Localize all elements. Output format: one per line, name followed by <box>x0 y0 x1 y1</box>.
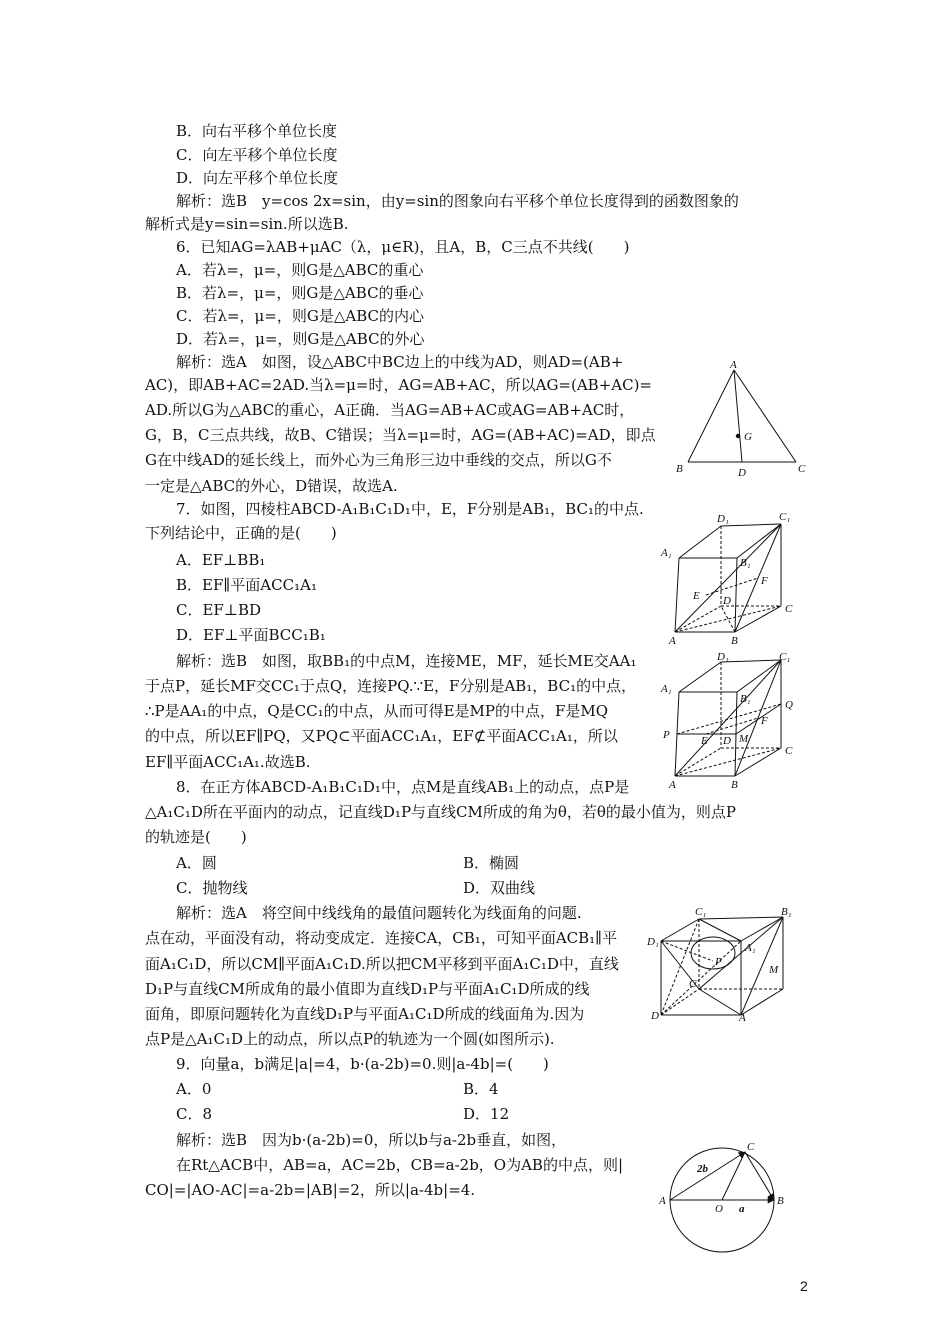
label-d: D <box>723 595 731 607</box>
q6-option-b: B．若λ=，μ=，则G是△ABC的垂心 <box>176 284 424 302</box>
label-c: C <box>785 745 793 757</box>
q7-option-b: B．EF∥平面ACC₁A₁ <box>176 576 317 594</box>
q6-solution-line4: G，B，C三点共线，故B、C错误；当λ=μ=时，AG=(AB+AC)=AD，即点 <box>145 426 656 444</box>
q6-solution-line2: AC)，即AB+AC=2AD.当λ=μ=时，AG=AB+AC，所以AG=(AB+AC)= <box>145 376 652 394</box>
figure-prism-midpoints <box>655 652 805 792</box>
label-d: D <box>738 467 746 479</box>
q9-solution-line3: CO|=|AO-AC|=a-2b=|AB|=2，所以|a-4b|=4. <box>145 1181 476 1199</box>
q8-option-b: B．椭圆 <box>463 854 520 872</box>
q6-option-d: D．若λ=，μ=，则G是△ABC的外心 <box>176 330 425 348</box>
q7-solution-line4: 的中点，所以EF∥PQ，又PQ⊂平面ACC₁A₁，EF⊄平面ACC₁A₁，所以 <box>145 727 618 745</box>
label-g: G <box>744 431 752 443</box>
q6-solution-line5: G在中线AD的延长线上，而外心为三角形三边中垂线的交点，所以G不 <box>145 451 612 469</box>
q5-solution-line2: 解析式是y=sin=sin.所以选B. <box>145 215 349 233</box>
q7-solution-line2: 于点P，延长MF交CC₁于点Q，连接PQ.∵E，F分别是AB₁，BC₁的中点， <box>145 677 637 695</box>
q9-solution-line2: 在Rt△ACB中，AB=a，AC=2b，CB=a-2b，O为AB的中点，则| <box>176 1156 624 1174</box>
q7-option-c: C．EF⊥BD <box>176 601 261 619</box>
label-a: A <box>659 1195 666 1207</box>
label-b1: B₁ <box>740 557 751 569</box>
q8-solution-line6: 点P是△A₁C₁D上的动点，所以点P的轨迹为一个圆(如图所示). <box>145 1030 555 1048</box>
label-d1: D₁ <box>647 936 659 948</box>
label-vector-2b: 2b <box>697 1163 708 1175</box>
q9-stem: 9．向量a，b满足|a|=4，b·(a-2b)=0.则|a-4b|=( ) <box>176 1055 549 1073</box>
q8-solution-line4: D₁P与直线CM所成角的最小值即为直线D₁P与平面A₁C₁D所成的线 <box>145 980 590 998</box>
q8-stem-line3: 的轨迹是( ) <box>145 828 247 846</box>
q8-solution-line3: 面A₁C₁D，所以CM∥平面A₁C₁D.所以把CM平移到平面A₁C₁D中，直线 <box>145 955 619 973</box>
q6-solution-line6: 一定是△ABC的外心，D错误，故选A. <box>145 477 398 495</box>
label-c: C <box>689 978 697 990</box>
q9-solution-line1: 解析：选B 因为b·(a-2b)=0，所以b与a-2b垂直，如图， <box>176 1131 567 1149</box>
point-g <box>736 434 740 438</box>
q8-solution-line1: 解析：选A 将空间中线线角的最值问题转化为线面角的问题. <box>176 904 582 922</box>
label-d1: D₁ <box>717 513 729 525</box>
label-a: A <box>730 359 737 371</box>
label-b1: B₁ <box>740 693 751 705</box>
label-o: O <box>715 1203 723 1215</box>
q5-option-d: D．向左平移个单位长度 <box>176 169 339 187</box>
q8-solution-line2: 点在动，平面没有动，将动变成定．连接CA，CB₁，可知平面ACB₁∥平 <box>145 929 618 947</box>
q8-option-d: D．双曲线 <box>463 879 536 897</box>
q9-option-d: D．12 <box>463 1105 510 1123</box>
label-vector-a: a <box>739 1203 745 1215</box>
figure-triangle <box>672 358 812 486</box>
q5-solution-line1: 解析：选B y=cos 2x=sin，由y=sin的图象向右平移个单位长度得到的函数图象的 <box>176 192 739 210</box>
label-c: C <box>798 463 806 475</box>
label-p: P <box>663 729 670 741</box>
figure-prism <box>655 510 805 650</box>
q6-option-c: C．若λ=，μ=，则G是△ABC的内心 <box>176 307 424 325</box>
q7-stem-line1: 7．如图，四棱柱ABCD-A₁B₁C₁D₁中，E，F分别是AB₁，BC₁的中点. <box>176 500 644 518</box>
label-q: Q <box>785 699 793 711</box>
q7-solution-line3: ∴P是AA₁的中点，Q是CC₁的中点，从而可得E是MP的中点，F是MQ <box>145 702 609 720</box>
label-c: C <box>785 603 793 615</box>
label-a1: A₁ <box>745 942 756 954</box>
label-c: C <box>747 1141 755 1153</box>
label-a1: A₁ <box>661 547 672 559</box>
label-d1: D₁ <box>717 652 729 663</box>
label-c1: C₁ <box>695 906 707 918</box>
label-d: D <box>723 735 731 747</box>
label-c1: C₁ <box>779 511 791 523</box>
label-p: P <box>715 956 722 968</box>
label-a1: A₁ <box>661 683 672 695</box>
q6-stem: 6．已知AG=λAB+μAC（λ，μ∈R)，且A，B，C三点不共线( ) <box>176 238 630 256</box>
label-e: E <box>701 735 708 747</box>
label-f: F <box>761 715 768 727</box>
figure-circle-vectors <box>655 1138 795 1258</box>
label-b: B <box>731 779 738 791</box>
label-b: B <box>731 635 738 647</box>
figure-cube <box>645 905 805 1023</box>
label-d: D <box>651 1010 659 1022</box>
q9-option-b: B．4 <box>463 1080 499 1098</box>
label-b1: B₁ <box>781 906 792 918</box>
q7-option-a: A．EF⊥BB₁ <box>176 551 266 569</box>
q9-option-c: C．8 <box>176 1105 213 1123</box>
q8-option-c: C．抛物线 <box>176 879 248 897</box>
label-b: B <box>777 1195 784 1207</box>
q6-solution-line1: 解析：选A 如图，设△ABC中BC边上的中线为AD，则AD=(AB+ <box>176 353 624 371</box>
q8-solution-line5: 面角，即原问题转化为直线D₁P与平面A₁C₁D所成的线面角为.因为 <box>145 1005 585 1023</box>
label-c1: C₁ <box>779 652 791 663</box>
label-a: A <box>669 635 676 647</box>
label-m: M <box>739 733 749 745</box>
q8-stem-line1: 8．在正方体ABCD-A₁B₁C₁D₁中，点M是直线AB₁上的动点，点P是 <box>176 778 630 796</box>
q9-option-a: A．0 <box>176 1080 212 1098</box>
q8-option-a: A．圆 <box>176 854 217 872</box>
page-number: 2 <box>800 1278 808 1294</box>
q5-option-b: B．向右平移个单位长度 <box>176 122 338 140</box>
q8-stem-line2: △A₁C₁D所在平面内的动点，记直线D₁P与直线CM所成的角为θ，若θ的最小值为，则点P <box>145 803 737 821</box>
q6-solution-line3: AD.所以G为△ABC的重心，A正确．当AG=AB+AC或AG=AB+AC时， <box>145 401 635 419</box>
q7-stem-line2: 下列结论中，正确的是( ) <box>145 524 337 542</box>
label-f: F <box>761 575 768 587</box>
q7-solution-line5: EF∥平面ACC₁A₁.故选B. <box>145 753 311 771</box>
q5-option-c: C．向左平移个单位长度 <box>176 146 338 164</box>
q7-solution-line1: 解析：选B 如图，取BB₁的中点M，连接ME，MF，延长ME交AA₁ <box>176 652 637 670</box>
label-b: B <box>676 463 683 475</box>
q6-option-a: A．若λ=，μ=，则G是△ABC的重心 <box>176 261 424 279</box>
label-a: A <box>669 779 676 791</box>
q7-option-d: D．EF⊥平面BCC₁B₁ <box>176 626 326 644</box>
label-m: M <box>769 964 779 976</box>
label-a: A <box>739 1012 746 1023</box>
label-e: E <box>693 590 700 602</box>
